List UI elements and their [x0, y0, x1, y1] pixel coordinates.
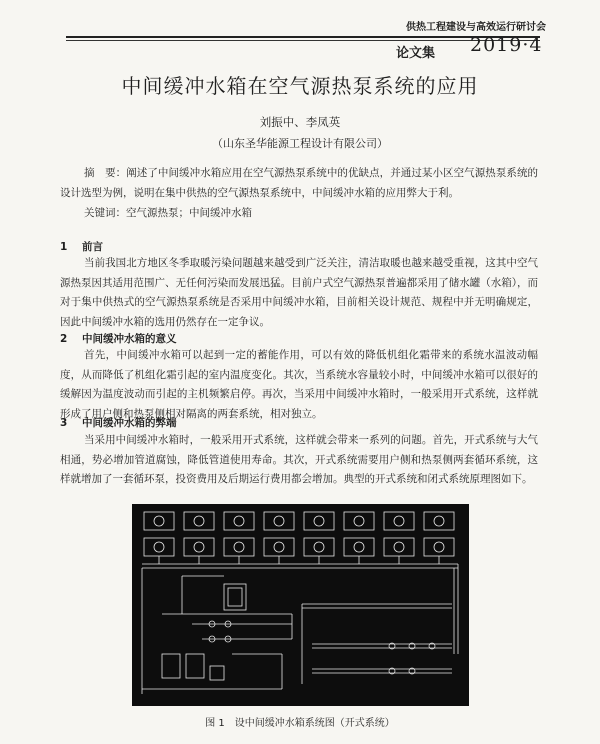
issue-date: 2019·4	[470, 34, 543, 56]
issue-label: 论文集	[396, 46, 436, 61]
header-rule	[66, 36, 540, 38]
system-diagram	[132, 504, 469, 706]
figure-caption: 图 1 设中间缓冲水箱系统图（开式系统）	[205, 718, 395, 729]
header-rule-thin	[66, 40, 540, 41]
paper-authors: 刘振中、李凤英	[259, 115, 341, 129]
section-title: 中间缓冲水箱的意义	[82, 333, 177, 345]
keywords: 关键词：空气源热泵；中间缓冲水箱	[84, 207, 252, 219]
paper-title: 中间缓冲水箱在空气源热泵系统的应用	[121, 74, 479, 98]
section-number: 2	[60, 333, 68, 345]
section-heading	[60, 415, 177, 430]
section-heading	[60, 331, 177, 346]
section-heading	[60, 239, 103, 254]
section-title: 中间缓冲水箱的弊端	[82, 417, 177, 429]
section-number: 1	[60, 241, 68, 253]
conference-name: 供热工程建设与高效运行研讨会	[406, 22, 546, 33]
section-body: 当前我国北方地区冬季取暖污染问题越来越受到广泛关注，清洁取暖也越来越受重视，这其中空气源热泵因其适用范围广、无任何污染而发展迅猛。目前户式空气源热泵普遍都采用了储水罐（水箱），而对于集中供热式的空气源热泵系统是否采用中间缓冲水箱，目前相关设计规范、规程中并无明确规定，因此中间缓冲水箱的选用仍然存在一定争议。	[60, 257, 538, 328]
heat-pump-unit-row-middle	[144, 538, 454, 556]
heat-pump-unit-row-top	[144, 512, 454, 530]
water-treatment-unit	[142, 654, 282, 689]
section-number: 3	[60, 417, 68, 429]
paper-affiliation: （山东圣华能源工程设计有限公司）	[212, 137, 388, 150]
section-body: 当采用中间缓冲水箱时，一般采用开式系统，这样就会带来一系列的问题。首先，开式系统与大气相通，势必增加管道腐蚀，降低管道使用寿命。其次，开式系统需要用户侧和热泵侧两套循环系统，这样就增加了一套循环泵，投资费用及后期运行费用都会增加。典型的开式系统和闭式系统原理图如下。	[60, 434, 538, 485]
user-side-loops	[302, 604, 452, 684]
buffer-tank	[162, 576, 292, 614]
system-diagram-figure	[132, 504, 469, 706]
section-body: 首先，中间缓冲水箱可以起到一定的蓄能作用，可以有效的降低机组化霜带来的系统水温波动幅度，从而降低了机组化霜引起的室内温度变化。其次，当系统水容量较小时，中间缓冲水箱可以很好的缓解因为温度波动而引起的主机频繁启停。再次，当采用中间缓冲水箱时，一般采用开式系统，这样就形成了用户侧和热泵侧相对隔离的两套系统，相对独立。	[60, 349, 538, 420]
circulation-pumps	[192, 614, 292, 642]
section-title: 前言	[82, 241, 103, 253]
abstract: 摘 要：阐述了中间缓冲水箱应用在空气源热泵系统中的优缺点，并通过某小区空气源热泵系统的设计选型为例，说明在集中供热的空气源热泵系统中，中间缓冲水箱的应用弊大于利。	[60, 167, 538, 199]
